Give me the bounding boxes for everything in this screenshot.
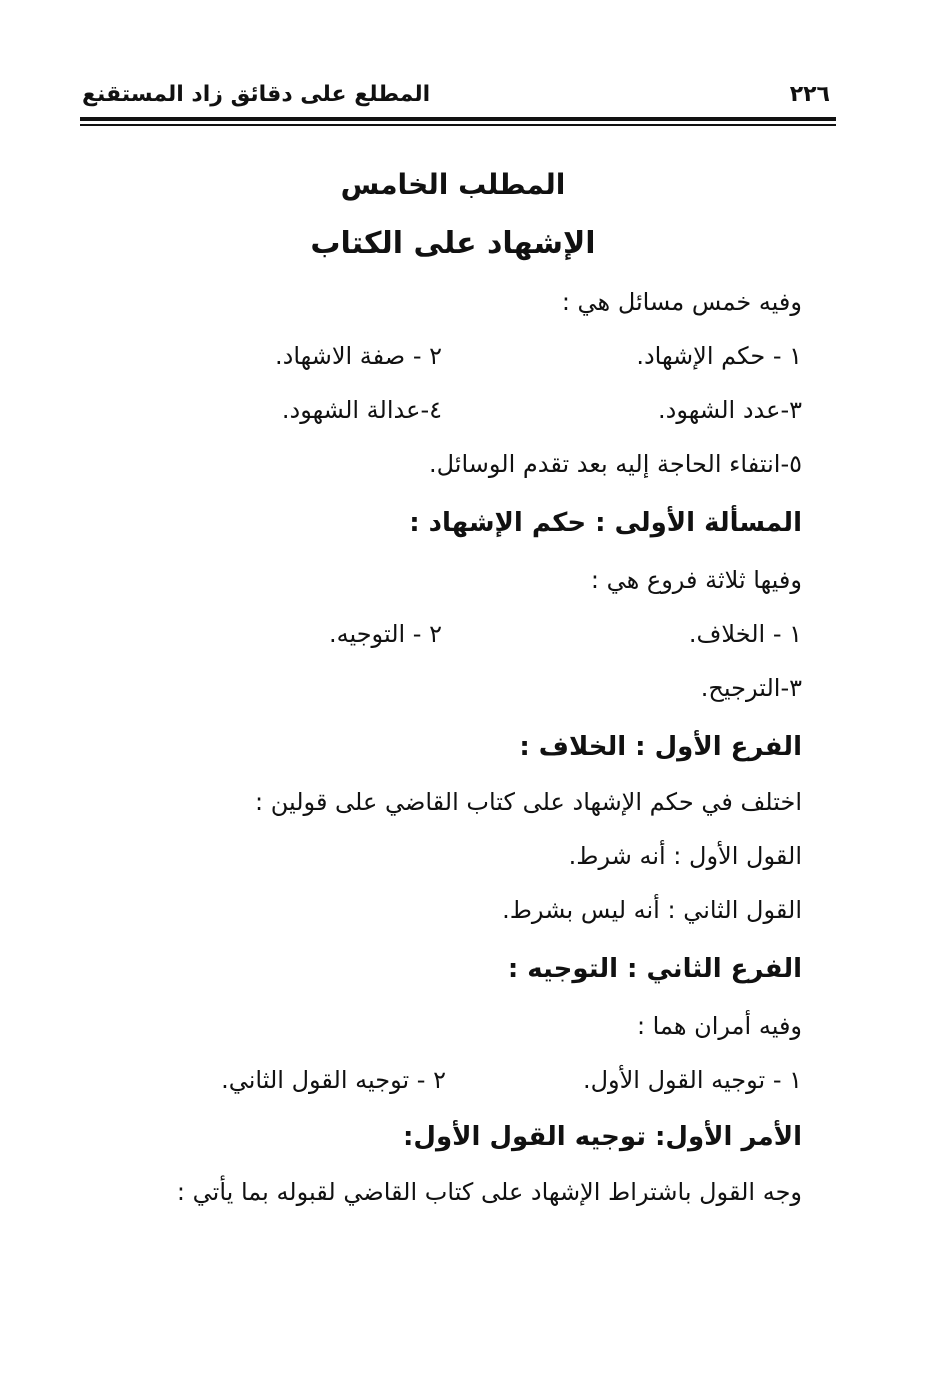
section-title: المطلب الخامس	[340, 168, 566, 201]
section-subtitle: الإشهاد على الكتاب	[310, 226, 596, 261]
branch2-heading: الفرع الثاني : التوجيه :	[507, 954, 802, 984]
matter1-heading: الأمر الأول: توجيه القول الأول:	[403, 1122, 802, 1152]
opinion-2: القول الثاني : أنه ليس بشرط.	[502, 896, 802, 924]
issue-item-2: ٢ - صفة الاشهاد.	[275, 342, 442, 370]
branch-item-2: ٢ - التوجيه.	[328, 620, 442, 648]
branch-item-3: ٣-الترجيح.	[700, 674, 802, 702]
opinion-1: القول الأول : أنه شرط.	[568, 842, 802, 870]
issue-item-4: ٤-عدالة الشهود.	[281, 396, 442, 424]
matter-item-2: ٢ - توجيه القول الثاني.	[221, 1066, 446, 1094]
branch2-intro: وفيه أمران هما :	[636, 1012, 802, 1040]
issue1-heading: المسألة الأولى : حكم الإشهاد :	[409, 508, 802, 538]
matter1-text: وجه القول باشتراط الإشهاد على كتاب القاضي لقبوله بما يأتي :	[176, 1178, 802, 1206]
branch1-heading: الفرع الأول : الخلاف :	[519, 732, 802, 762]
book-title: المطلع على دقائق زاد المستقنع	[82, 82, 431, 107]
branch-item-1: ١ - الخلاف.	[688, 620, 802, 648]
branch1-text: اختلف في حكم الإشهاد على كتاب القاضي على قولين :	[255, 788, 802, 816]
issue1-intro: وفيها ثلاثة فروع هي :	[590, 566, 802, 594]
issue-item-3: ٣-عدد الشهود.	[658, 396, 802, 424]
issue-item-1: ١ - حكم الإشهاد.	[636, 342, 802, 370]
header-rule-thick	[80, 117, 836, 121]
page-number: ٢٢٦	[789, 82, 830, 107]
intro-line: وفيه خمس مسائل هي :	[561, 288, 802, 316]
matter-item-1: ١ - توجيه القول الأول.	[582, 1066, 802, 1094]
issue-item-5: ٥-انتفاء الحاجة إليه بعد تقدم الوسائل.	[428, 450, 802, 478]
header-rule-thin	[80, 124, 836, 126]
